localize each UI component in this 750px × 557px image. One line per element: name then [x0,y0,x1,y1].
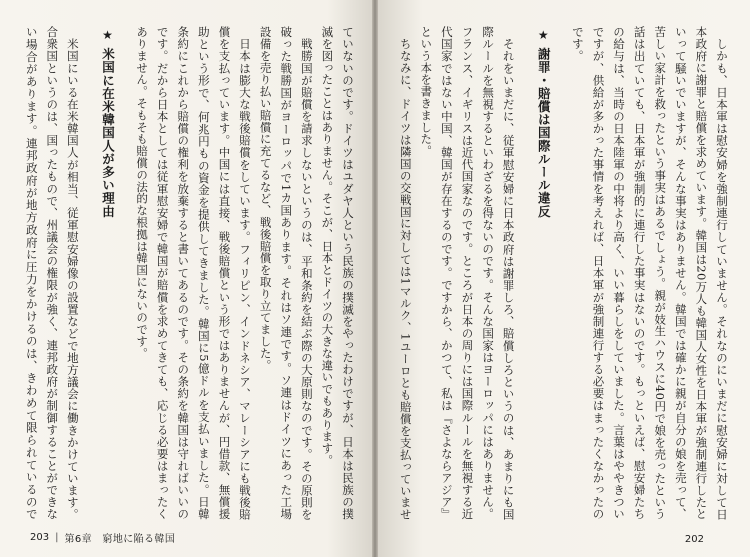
paragraph: 日本は膨大な戦後賠償をしています。フィリピン、インドネシア、マレーシアにも戦後賠償を支払っています。中国には直接、戦後賠償という形ではありませんが、円借款、無償援助という形で、何兆円もの資金を提供してきました。韓国に5億ドルを支払いました。日韓条約にこれから賠償の権利を放棄すると書いてあるのです。その条約を韓国は守ればいいのです。だから日本としては従軍慰安婦で韓国が賠償を求めてきても、応じる必要はまったくありません。そもそも賠償の法的な根拠は韓国にないのです。 [135,26,253,520]
chapter-title: 第6章 窮地に陥る韓国 [64,534,176,545]
section-heading-text: 謝罪・賠償は国際ルール違反 [536,47,552,218]
paragraph: しかも、日本軍は慰安婦を強制連行していません。それなのにいまだに慰安婦に対して日本政府に謝罪と賠償を求めています。韓国は20万人も韓国人女性を日本軍が強制連行したといって騒いでいますが、そんな事実はありません。韓国では確かに親が自分の娘を売って、苦しい家計を救ったという事実はあるでしょう。親が妓生ハウスに40円で娘を売ったという話は出ていても、日本軍が強制的に連行した事実はないのです。もっといえば、慰安婦たちの給与は、当時の日本陸軍の中将より高く、いい暮らしをしていました。言葉はややきついですが、供給が多かった事情を考えれば、日本軍が強制連行する必要はまったくなかったのです。 [570,26,729,520]
paragraph: ていないのです。ドイツはユダヤ人という民族の撲滅をやったわけですが、日本は民族の撲滅を図ったことはありません。そこが、日本とドイツの大きな違いでもあります。 [320,26,355,520]
right-page-text [396,26,732,520]
page-footer [30,530,175,545]
page-number: 202 [684,534,704,545]
paragraph: それをいまだに、従軍慰安婦に日本政府は謝罪しろ、賠償しろというのは、あまりにも国際ルールを無視するといわざるを得ないのです。そんな国家はヨーロッパにはありません。フランス、イギリスは近代国家なのです。ところが日本の周りには国際ルールを無視する近代国家ではない中国、韓国が存在するのです。ですから、かつて、私は『さよならアジア』という本を書きました。 [419,26,516,520]
paragraph: 戦勝国が賠償を請求しないというのは、平和条約を結ぶ際の大原則なのです。その原則を破った戦勝国がヨーロッパで1カ国あります。それはソ連です。ソ連はドイツにあった工場設備を売り払い賠償に充てるなど、戦後賠償を取り立てました。 [258,26,314,520]
paragraph: 米国にいる在米韓国人が相当、従軍慰安婦像の設置などで地方議会に働きかけています。合衆国というのは、国ったもので、州議会の権限が強く、連邦政府が制御することができない場合があります。連邦政府が地方政府に圧力をかけるのは、きわめて限られているので [24,26,80,520]
right-page [378,0,750,557]
footer-separator: | [55,532,59,543]
star-icon: ★ [100,28,115,43]
star-icon: ★ [536,28,551,43]
page-number: 203 [30,532,50,543]
page-footer [685,534,704,545]
section-heading [533,26,554,520]
left-page [0,0,372,557]
paragraph: ちなみに、ドイツは隣国の交戦国に対しては1マルク、1ユーロとも賠償を支払っていませ [398,37,413,520]
section-heading-text: 米国に在米韓国人が多い理由 [100,47,116,218]
section-heading [97,26,118,520]
left-page-text [22,26,358,520]
